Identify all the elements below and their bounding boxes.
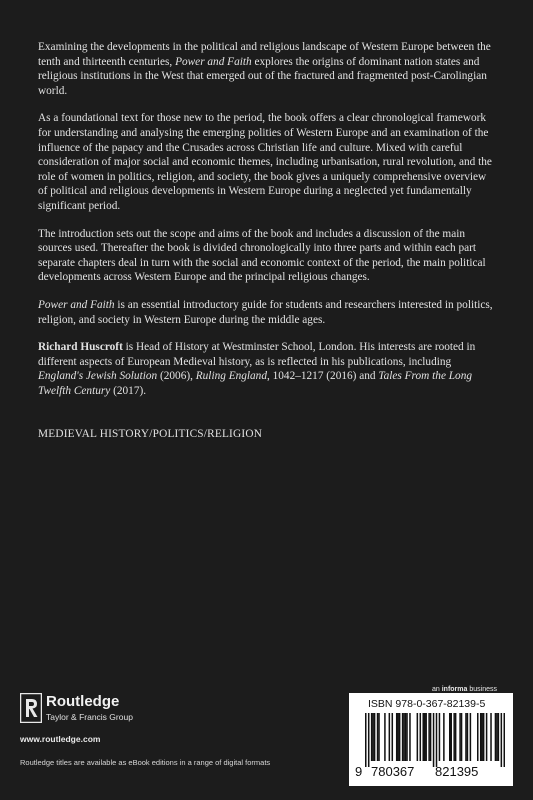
author-bio: Richard Huscroft is Head of History at Westminster School, London. His interests are rooted in different aspects of European Medieval history, as is reflected in his publications, including England's Jewish Solution (2006), Ruling England, 1042–1217 (2016) and Tales From the Long Twelfth Century (2017). bbox=[38, 341, 476, 397]
barcode-bar bbox=[455, 713, 457, 761]
barcode-bar bbox=[428, 713, 430, 761]
barcode-bar bbox=[422, 713, 424, 761]
author-name: Richard Huscroft bbox=[38, 341, 123, 354]
book-title: Power and Faith bbox=[175, 55, 252, 68]
barcode-bar bbox=[368, 713, 370, 767]
barcode-bar bbox=[389, 713, 391, 761]
blurb-paragraph-3: The introduction sets out the scope and aims of the book and includes a discussion of the main sources used. Thereafter the book is divided chronologically into three parts and within each part separate chapters deal in turn with the social and economic context of the period, the main political developments across Western Europe and the principal religious changes. bbox=[38, 227, 486, 284]
barcode-bar bbox=[467, 713, 469, 761]
barcode-icon bbox=[357, 713, 505, 767]
barcode-bar bbox=[377, 713, 379, 761]
book-title: Power and Faith bbox=[38, 298, 115, 311]
publication-title: Ruling England bbox=[195, 370, 267, 383]
publication-title: Tales From the Long Twelfth Century bbox=[38, 370, 473, 397]
publisher-url[interactable]: www.routledge.com bbox=[20, 734, 101, 744]
blurb-text: Examining the developments in the political and religious landscape of Western Europe between the tenth and thirteenth centuries, bbox=[38, 41, 491, 68]
barcode-bar bbox=[486, 713, 488, 761]
barcode-bar bbox=[504, 713, 505, 767]
barcode-bar bbox=[465, 713, 467, 761]
blurb bbox=[38, 40, 498, 411]
barcode-bar bbox=[384, 713, 386, 761]
barcode-bar bbox=[372, 713, 374, 761]
barcode-bar bbox=[480, 713, 482, 761]
barcode-panel bbox=[349, 693, 513, 786]
barcode-bar bbox=[490, 713, 492, 761]
barcode-bar bbox=[374, 713, 376, 761]
barcode-bar bbox=[420, 713, 422, 761]
barcode-bar bbox=[417, 713, 419, 761]
informa-name: informa bbox=[441, 686, 468, 693]
barcode-bar bbox=[425, 713, 427, 761]
isbn-label: ISBN 978-0-367-82139-5 bbox=[368, 698, 486, 710]
routledge-logo-icon bbox=[20, 693, 42, 723]
barcode-bar bbox=[403, 713, 405, 761]
barcode-bar bbox=[396, 713, 398, 761]
barcode-bar bbox=[498, 713, 500, 761]
blurb-paragraph-2: As a foundational text for those new to the period, the book offers a clear chronological framework for understanding and analysing the emerging polities of Western Europe and an examination of the influence of the papacy and the Crusades across Christian life and culture. Mixed with careful consideration of major social and economic themes, including urbanisation, rural revolution, and the role of women in politics, religion, and society, the book gives a uniquely comprehensive overview of political and religious developments in Western Europe during a neglected yet fundamentally significant period. bbox=[38, 112, 492, 212]
barcode-group-1: 780367 bbox=[371, 764, 415, 779]
ebook-note: Routledge titles are available as eBook editions in a range of digital formats bbox=[20, 758, 271, 767]
barcode-bar bbox=[495, 713, 497, 761]
barcode-bar bbox=[501, 713, 503, 767]
barcode-bar bbox=[443, 713, 445, 761]
subject-category: MEDIEVAL HISTORY/POLITICS/RELIGION bbox=[38, 428, 263, 440]
barcode-bar bbox=[399, 713, 401, 761]
barcode-bar bbox=[439, 713, 441, 761]
barcode-lead-digit: 9 bbox=[355, 764, 363, 779]
informa-tagline: an informa business bbox=[432, 686, 497, 693]
blurb-text: explores the origins of dominant nation states and religious institutions in the West that emerged out of the fractured and fragmented post-Carolingian world. bbox=[38, 55, 487, 97]
barcode-bar bbox=[483, 713, 485, 761]
publisher-name: Routledge bbox=[46, 693, 120, 710]
barcode-bar bbox=[481, 713, 483, 761]
blurb-text: is an essential introductory guide for students and researchers interested in politics, religion, and society in Western Europe during the middle ages. bbox=[38, 298, 493, 326]
barcode-bar bbox=[470, 713, 472, 761]
barcode-bar bbox=[459, 713, 461, 761]
barcode-bar bbox=[424, 713, 426, 761]
barcode-bar bbox=[371, 713, 373, 761]
barcode-bar bbox=[406, 713, 408, 761]
barcode-bar bbox=[378, 713, 380, 761]
barcode-bar bbox=[430, 713, 432, 761]
barcode-bar bbox=[477, 713, 479, 761]
barcode-bar bbox=[496, 713, 498, 761]
blurb-paragraph-4 bbox=[38, 298, 498, 327]
barcode-bar bbox=[392, 713, 394, 761]
barcode-bar bbox=[397, 713, 399, 761]
barcode-bar bbox=[433, 713, 435, 767]
barcode-bar bbox=[405, 713, 407, 761]
barcode-bar bbox=[461, 713, 463, 761]
publication-title: England's Jewish Solution bbox=[38, 370, 158, 383]
barcode-bar bbox=[436, 713, 438, 767]
publisher-group: Taylor & Francis Group bbox=[46, 712, 133, 722]
barcode-bar bbox=[365, 713, 367, 767]
blurb-paragraph-1 bbox=[38, 40, 498, 98]
barcode-bar bbox=[402, 713, 404, 761]
barcode-bar bbox=[450, 713, 452, 761]
barcode-bar bbox=[409, 713, 411, 761]
barcode-group-2: 821395 bbox=[435, 764, 479, 779]
barcode-bar bbox=[449, 713, 451, 761]
barcode-bar bbox=[453, 713, 455, 761]
